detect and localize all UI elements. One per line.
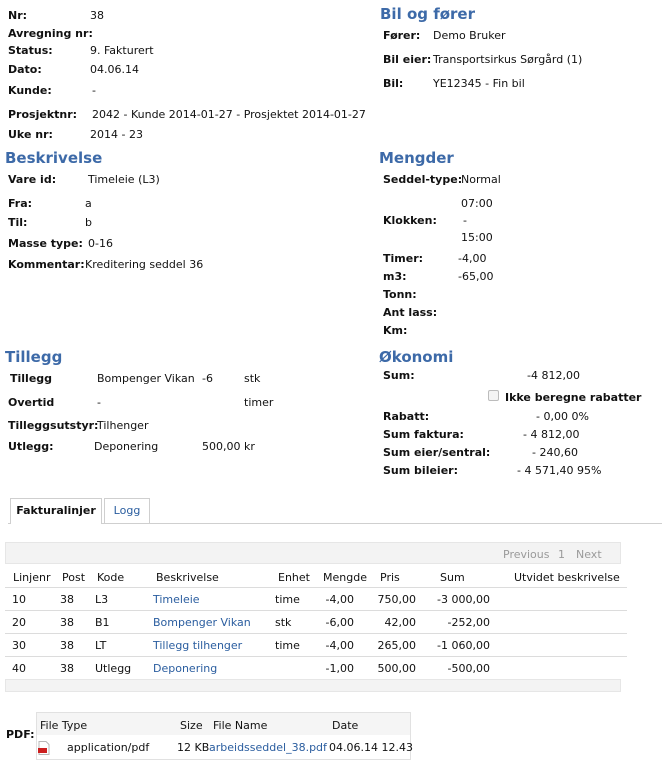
okonomi-heading: Økonomi	[379, 348, 454, 366]
pdf-date: 04.06.14 12.43	[329, 741, 413, 754]
tillegg-name: Bompenger Vikan	[97, 372, 195, 385]
tab-logg[interactable]: Logg	[104, 498, 150, 523]
row2-mengde: -6,00	[325, 616, 354, 629]
bil-value: YE12345 - Fin bil	[433, 77, 525, 90]
col-enhet: Enhet	[278, 571, 310, 584]
col-sum: Sum	[440, 571, 465, 584]
row1-linjenr: 10	[12, 593, 26, 606]
beskrivelse-heading: Beskrivelse	[5, 149, 103, 167]
sum-eier-value: - 240,60	[532, 446, 578, 459]
overtid-value: -	[97, 396, 101, 409]
row3-post: 38	[60, 639, 74, 652]
row4-post: 38	[60, 662, 74, 675]
pager-previous[interactable]: Previous	[503, 548, 550, 561]
utlegg-amount: 500,00	[202, 440, 241, 453]
sum-value: -4 812,00	[527, 369, 580, 382]
col-mengde: Mengde	[323, 571, 367, 584]
klokken-to: 15:00	[461, 231, 493, 244]
col-linjenr: Linjenr	[13, 571, 51, 584]
col-beskrivelse: Beskrivelse	[156, 571, 219, 584]
vare-value: Timeleie (L3)	[88, 173, 160, 186]
row1-kode: L3	[95, 593, 109, 606]
dato-label: Dato:	[8, 63, 42, 76]
fra-label: Fra:	[8, 197, 33, 210]
row4-linjenr: 40	[12, 662, 26, 675]
row2-enhet: stk	[275, 616, 292, 629]
vare-label: Vare id:	[8, 173, 57, 186]
row3-beskrivelse-link[interactable]: Tillegg tilhenger	[153, 639, 243, 652]
pager-next[interactable]: Next	[576, 548, 602, 561]
prosjekt-value: 2042 - Kunde 2014-01-27 - Prosjektet 2014-01-27	[92, 108, 366, 121]
masse-label: Masse type:	[8, 237, 83, 250]
row3-mengde: -4,00	[325, 639, 354, 652]
pdf-col-filename: File Name	[213, 719, 268, 732]
utstyr-value: Tilhenger	[97, 419, 149, 432]
pdf-col-size: Size	[180, 719, 203, 732]
row2-linjenr: 20	[12, 616, 26, 629]
rabatt-label: Rabatt:	[383, 410, 430, 423]
row4-beskrivelse-link[interactable]: Deponering	[153, 662, 218, 675]
fra-value: a	[85, 197, 92, 210]
rabatt-value: - 0,00 0%	[536, 410, 589, 423]
row3-sum: -1 060,00	[437, 639, 490, 652]
klokken-label: Klokken:	[383, 214, 437, 227]
prosjekt-label: Prosjektnr:	[8, 108, 78, 121]
table-footer	[5, 679, 621, 692]
status-value: 9. Fakturert	[90, 44, 154, 57]
row4-sum: -500,00	[447, 662, 490, 675]
tillegg-qty: -6	[202, 372, 213, 385]
timer-value: -4,00	[458, 252, 487, 265]
sum-faktura-label: Sum faktura:	[383, 428, 464, 441]
utlegg-name: Deponering	[94, 440, 159, 453]
tonn-label: Tonn:	[383, 288, 417, 301]
bil-eier-label: Bil eier:	[383, 53, 432, 66]
nr-label: Nr:	[8, 9, 28, 22]
table-header-line	[5, 587, 627, 588]
sum-bileier-value: - 4 571,40 95%	[517, 464, 602, 477]
row1-pris: 750,00	[377, 593, 416, 606]
tillegg-unit: stk	[244, 372, 261, 385]
row3-enhet: time	[275, 639, 300, 652]
sum-faktura-value: - 4 812,00	[523, 428, 580, 441]
row2-post: 38	[60, 616, 74, 629]
row2-kode: B1	[95, 616, 110, 629]
forer-value: Demo Bruker	[433, 29, 506, 42]
row2-beskrivelse-link[interactable]: Bompenger Vikan	[153, 616, 251, 629]
row1-sum: -3 000,00	[437, 593, 490, 606]
km-label: Km:	[383, 324, 408, 337]
col-pris: Pris	[380, 571, 400, 584]
seddel-label: Seddel-type:	[383, 173, 463, 186]
mengder-heading: Mengder	[379, 149, 454, 167]
overtid-unit: timer	[244, 396, 274, 409]
kunde-label: Kunde:	[8, 84, 52, 97]
pager-page[interactable]: 1	[558, 548, 565, 561]
pdf-col-date: Date	[332, 719, 359, 732]
klokken-from: 07:00	[461, 197, 493, 210]
bil-label: Bil:	[383, 77, 404, 90]
sum-label: Sum:	[383, 369, 415, 382]
til-value: b	[85, 216, 92, 229]
col-utvidet: Utvidet beskrivelse	[514, 571, 620, 584]
tab-fakturalinjer[interactable]: Fakturalinjer	[10, 498, 102, 524]
row1-mengde: -4,00	[325, 593, 354, 606]
pdf-col-filetype: File Type	[40, 719, 88, 732]
m3-label: m3:	[383, 270, 407, 283]
avregning-label: Avregning nr:	[8, 27, 93, 40]
pdf-filename-link[interactable]: arbeidsseddel_38.pdf	[209, 741, 327, 754]
row1-post: 38	[60, 593, 74, 606]
table-row-line	[5, 610, 627, 611]
antlass-label: Ant lass:	[383, 306, 438, 319]
row3-kode: LT	[95, 639, 107, 652]
utlegg-label: Utlegg:	[8, 440, 54, 453]
tillegg-label: Tillegg	[10, 372, 53, 385]
pdf-label: PDF:	[6, 728, 35, 741]
overtid-label: Overtid	[8, 396, 55, 409]
timer-label: Timer:	[383, 252, 424, 265]
m3-value: -65,00	[458, 270, 494, 283]
row1-enhet: time	[275, 593, 300, 606]
row4-pris: 500,00	[377, 662, 416, 675]
tillegg-heading: Tillegg	[5, 348, 63, 366]
kunde-value: -	[92, 84, 96, 97]
uke-label: Uke nr:	[8, 128, 53, 141]
bil-eier-value: Transportsirkus Sørgård (1)	[433, 53, 583, 66]
row4-kode: Utlegg	[95, 662, 132, 675]
klokken-separator: -	[463, 214, 467, 227]
forer-label: Fører:	[383, 29, 421, 42]
row3-pris: 265,00	[377, 639, 416, 652]
row1-beskrivelse-link[interactable]: Timeleie	[153, 593, 200, 606]
masse-value: 0-16	[88, 237, 113, 250]
row3-linjenr: 30	[12, 639, 26, 652]
dato-value: 04.06.14	[90, 63, 139, 76]
utstyr-label: Tilleggsutstyr:	[8, 419, 99, 432]
kommentar-value: Kreditering seddel 36	[85, 258, 204, 271]
sum-eier-label: Sum eier/sentral:	[383, 446, 491, 459]
pdf-file-icon	[38, 741, 50, 755]
bil-heading: Bil og fører	[380, 5, 476, 23]
tabs-divider	[8, 523, 662, 524]
sum-bileier-label: Sum bileier:	[383, 464, 458, 477]
ikke-beregne-label: Ikke beregne rabatter	[505, 391, 642, 404]
row4-mengde: -1,00	[325, 662, 354, 675]
seddel-value: Normal	[461, 173, 501, 186]
til-label: Til:	[8, 216, 28, 229]
kommentar-label: Kommentar:	[8, 258, 85, 271]
pdf-filetype: application/pdf	[67, 741, 150, 754]
table-row-line	[5, 656, 627, 657]
nr-value: 38	[90, 9, 104, 22]
col-kode: Kode	[97, 571, 125, 584]
row2-pris: 42,00	[384, 616, 416, 629]
status-label: Status:	[8, 44, 53, 57]
col-post: Post	[62, 571, 86, 584]
pdf-size: 12 KB	[177, 741, 210, 754]
utlegg-unit: kr	[244, 440, 255, 453]
ikke-beregne-checkbox[interactable]	[488, 390, 499, 401]
row2-sum: -252,00	[447, 616, 490, 629]
uke-value: 2014 - 23	[90, 128, 143, 141]
table-row-line	[5, 633, 627, 634]
